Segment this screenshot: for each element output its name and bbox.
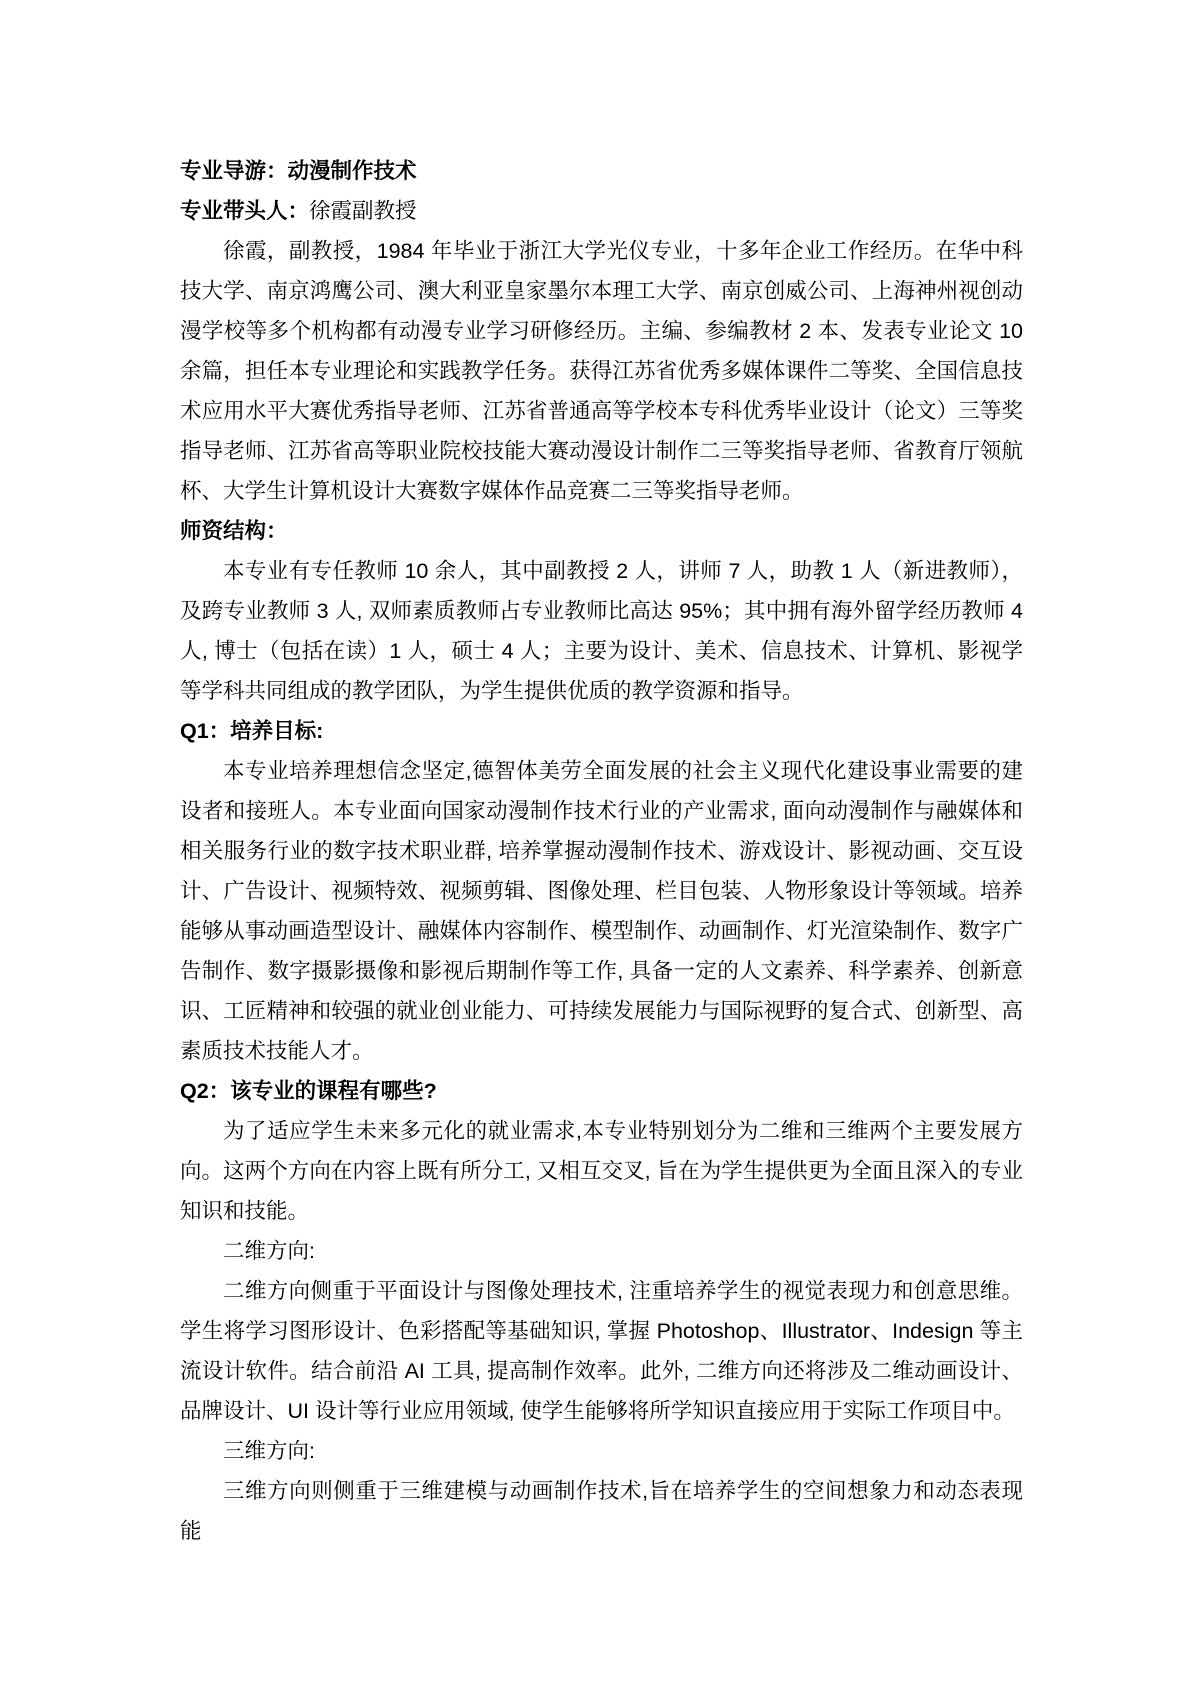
- q1-heading: [180, 711, 1023, 751]
- q2-intro-body: [180, 1111, 1023, 1231]
- direction-2d-body: [180, 1271, 1023, 1431]
- text-run: 本专业培养理想信念坚定,德智体美劳全面发展的社会主义现代化建设事业需要的建设者和接班人。本专业面向国家动漫制作技术行业的产业需求, 面向动漫制作与融媒体和相关服务行业的数字技术职业群, 培养掌握动漫制作技术、游戏设计、影视动画、交互设计、广告设计、视频特效、视频剪辑、图像处理、栏目包装、人物形象设计等领域。培养能够从事动画造型设计、融媒体内容制作、模型制作、动画制作、灯光渲染制作、数字广告制作、数字摄影摄像和影视后期制作等工作, 具备一定的人文素养、科学素养、创新意识、工匠精神和较强的就业创业能力、可持续发展能力与国际视野的复合式、创新型、高素质技术技能人才。: [180, 759, 1023, 1063]
- bold-text-run: 专业带头人：: [180, 199, 310, 223]
- text-run: 三维方向则侧重于三维建模与动画制作技术,旨在培养学生的空间想象力和动态表现能: [180, 1479, 1023, 1543]
- direction-2d-label: [180, 1231, 1023, 1271]
- direction-3d-body: [180, 1471, 1023, 1551]
- faculty-structure-heading: [180, 511, 1023, 551]
- text-run: 徐霞，副教授，1984 年毕业于浙江大学光仪专业，十多年企业工作经历。在华中科技大学、南京鸿鹰公司、澳大利亚皇家墨尔本理工大学、南京创威公司、上海神州视创动漫学校等多个机构都有动漫专业学习研修经历。主编、参编教材 2 本、发表专业论文 10 余篇，担任本专业理论和实践教学任务。获得江苏省优秀多媒体课件二等奖、全国信息技术应用水平大赛优秀指导老师、江苏省普通高等学校本专科优秀毕业设计（论文）三等奖指导老师、江苏省高等职业院校技能大赛动漫设计制作二三等奖指导老师、省教育厅领航杯、大学生计算机设计大赛数字媒体作品竞赛二三等奖指导老师。: [180, 239, 1023, 503]
- faculty-structure-body: [180, 551, 1023, 711]
- bold-text-run: 师资结构：: [180, 519, 288, 543]
- leader-bio: [180, 231, 1023, 511]
- text-run: 二维方向侧重于平面设计与图像处理技术, 注重培养学生的视觉表现力和创意思维。学生将学习图形设计、色彩搭配等基础知识, 掌握 Photoshop、Illustrator、Indesign 等主流设计软件。结合前沿 AI 工具, 提高制作效率。此外, 二维方向还将涉及二维动画设计、品牌设计、UI 设计等行业应用领域, 使学生能够将所学知识直接应用于实际工作项目中。: [180, 1279, 1023, 1423]
- direction-3d-label: [180, 1431, 1023, 1471]
- bold-text-run: Q2：该专业的课程有哪些?: [180, 1079, 437, 1103]
- document-content: [180, 151, 1023, 1551]
- bold-text-run: 专业导游：动漫制作技术: [180, 159, 417, 183]
- text-run: 徐霞副教授: [309, 199, 417, 223]
- text-run: 二维方向:: [223, 1239, 315, 1263]
- q2-heading: [180, 1071, 1023, 1111]
- bold-text-run: Q1：培养目标:: [180, 719, 324, 743]
- leader-line: [180, 191, 1023, 231]
- q1-body: [180, 751, 1023, 1071]
- text-run: 为了适应学生未来多元化的就业需求,本专业特别划分为二维和三维两个主要发展方向。这两个方向在内容上既有所分工, 又相互交叉, 旨在为学生提供更为全面且深入的专业知识和技能。: [180, 1119, 1023, 1223]
- doc-title: [180, 151, 1023, 191]
- text-run: 三维方向:: [223, 1439, 315, 1463]
- text-run: 本专业有专任教师 10 余人，其中副教授 2 人，讲师 7 人，助教 1 人（新进教师），及跨专业教师 3 人, 双师素质教师占专业教师比高达 95%；其中拥有海外留学经历教师 4 人, 博士（包括在读）1 人，硕士 4 人；主要为设计、美术、信息技术、计算机、影视学等学科共同组成的教学团队，为学生提供优质的教学资源和指导。: [180, 559, 1023, 703]
